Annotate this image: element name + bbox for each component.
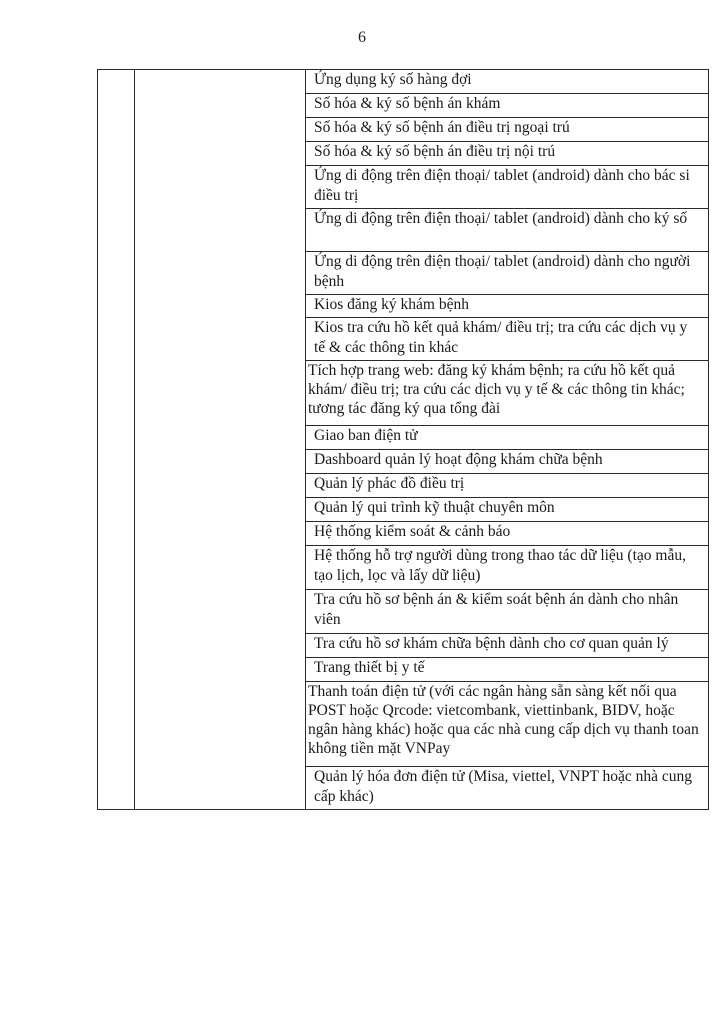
item-cell: Tra cứu hồ sơ khám chữa bệnh dành cho cơ quan quản lý — [306, 634, 709, 658]
item-cell: Quản lý qui trình kỹ thuật chuyên môn — [306, 498, 709, 522]
item-cell: Số hóa & ký số bệnh án điều trị ngoại trú — [306, 118, 709, 142]
item-cell: Dashboard quản lý hoạt động khám chữa bệnh — [306, 450, 709, 474]
index-column-cell — [98, 70, 135, 810]
item-cell: Ứng di động trên điện thoại/ tablet (android) dành cho ký số — [306, 209, 709, 252]
item-cell: Quản lý phác đồ điều trị — [306, 474, 709, 498]
item-cell: Số hóa & ký số bệnh án điều trị nội trú — [306, 142, 709, 166]
category-column-cell — [135, 70, 306, 810]
item-cell: Giao ban điện tử — [306, 426, 709, 450]
item-cell: Trang thiết bị y tế — [306, 658, 709, 682]
item-cell: Thanh toán điện tử (với các ngân hàng sẵn sàng kết nối qua POST hoặc Qrcode: vietcombank, viettinbank, BIDV, hoặc ngân hàng khác) hoặc qua các nhà cung cấp dịch vụ thanh toan không tiền mặt VNPay — [306, 682, 709, 767]
item-cell: Ứng dụng ký số hàng đợi — [306, 70, 709, 94]
item-cell: Kios tra cứu hồ kết quả khám/ điều trị; tra cứu các dịch vụ y tế & các thông tin khác — [306, 318, 709, 361]
item-cell: Tích hợp trang web: đăng ký khám bệnh; ra cứu hồ kết quả khám/ điều trị; tra cứu các dịch vụ y tế & các thông tin khác; tương tác đăng ký qua tổng đài — [306, 361, 709, 426]
item-cell: Quản lý hóa đơn điện tử (Misa, viettel, VNPT hoặc nhà cung cấp khác) — [306, 767, 709, 810]
item-cell: Ứng di động trên điện thoại/ tablet (android) dành cho người bệnh — [306, 252, 709, 295]
table-row — [98, 70, 709, 94]
item-cell: Tra cứu hồ sơ bệnh án & kiểm soát bệnh án dành cho nhân viên — [306, 590, 709, 634]
item-cell: Hệ thống hỗ trợ người dùng trong thao tác dữ liệu (tạo mẫu, tạo lịch, lọc và lấy dữ liệu) — [306, 546, 709, 590]
item-cell: Hệ thống kiểm soát & cảnh báo — [306, 522, 709, 546]
item-cell: Ứng di động trên điện thoại/ tablet (android) dành cho bác si điều trị — [306, 166, 709, 209]
item-cell: Kios đăng ký khám bệnh — [306, 295, 709, 318]
page-number: 6 — [358, 29, 366, 46]
service-items-table — [97, 69, 709, 810]
item-cell: Số hóa & ký số bệnh án khám — [306, 94, 709, 118]
